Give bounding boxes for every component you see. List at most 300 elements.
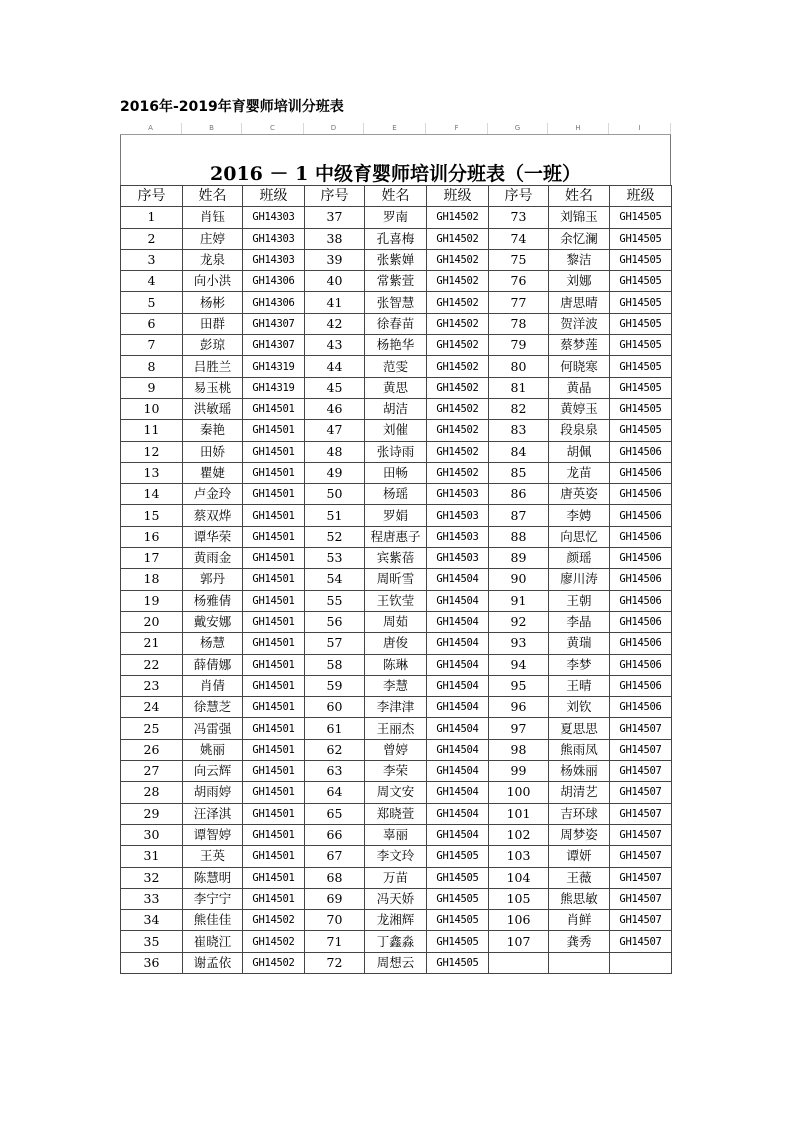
table-row: [121, 867, 672, 888]
name-cell: 吉环球: [549, 803, 610, 824]
column-letter: C: [242, 123, 304, 134]
serial-cell: 50: [305, 484, 365, 505]
name-cell: 向云辉: [183, 761, 243, 782]
name-cell: 余忆澜: [549, 228, 610, 249]
class-cell: GH14504: [427, 718, 489, 739]
class-cell: GH14303: [243, 207, 305, 228]
class-cell: GH14504: [427, 569, 489, 590]
serial-cell: 28: [121, 782, 183, 803]
class-cell: GH14504: [427, 761, 489, 782]
table-row: [121, 207, 672, 228]
serial-cell: 58: [305, 654, 365, 675]
class-cell: GH14505: [610, 377, 672, 398]
class-cell: GH14501: [243, 718, 305, 739]
name-cell: 王薇: [549, 867, 610, 888]
serial-cell: 6: [121, 313, 183, 334]
class-cell: GH14501: [243, 739, 305, 760]
name-cell: 刘锦玉: [549, 207, 610, 228]
serial-cell: 10: [121, 398, 183, 419]
serial-cell: 29: [121, 803, 183, 824]
class-cell: GH14501: [243, 803, 305, 824]
class-cell: GH14303: [243, 249, 305, 270]
table-row: [121, 803, 672, 824]
name-cell: 薛倩娜: [183, 654, 243, 675]
document-heading: 2016年-2019年育婴师培训分班表: [120, 99, 344, 115]
table-row: [121, 846, 672, 867]
class-cell: GH14505: [610, 420, 672, 441]
serial-cell: 25: [121, 718, 183, 739]
serial-cell: 31: [121, 846, 183, 867]
name-cell: 王朝: [549, 590, 610, 611]
name-cell: 常紫萱: [365, 271, 427, 292]
serial-cell: 32: [121, 867, 183, 888]
class-cell: GH14303: [243, 228, 305, 249]
column-header: 序号: [489, 186, 549, 207]
column-letter: H: [548, 123, 609, 134]
name-cell: 瞿婕: [183, 462, 243, 483]
class-cell: GH14503: [427, 548, 489, 569]
table-row: [121, 377, 672, 398]
name-cell: 彭琼: [183, 335, 243, 356]
serial-cell: 16: [121, 526, 183, 547]
name-cell: 田畅: [365, 462, 427, 483]
serial-cell: 12: [121, 441, 183, 462]
serial-cell: 84: [489, 441, 549, 462]
class-cell: GH14504: [427, 782, 489, 803]
table-row: [121, 292, 672, 313]
serial-cell: 54: [305, 569, 365, 590]
name-cell: 向小洪: [183, 271, 243, 292]
name-cell: 谢孟依: [183, 952, 243, 973]
name-cell: 颜瑶: [549, 548, 610, 569]
name-cell: 龚秀: [549, 931, 610, 952]
class-cell: GH14507: [610, 803, 672, 824]
column-header: 序号: [121, 186, 183, 207]
serial-cell: 4: [121, 271, 183, 292]
name-cell: 肖鲜: [549, 910, 610, 931]
table-row: [121, 611, 672, 632]
class-cell: GH14502: [243, 952, 305, 973]
serial-cell: 13: [121, 462, 183, 483]
serial-cell: 89: [489, 548, 549, 569]
name-cell: 谭妍: [549, 846, 610, 867]
name-cell: 张紫婵: [365, 249, 427, 270]
serial-cell: 9: [121, 377, 183, 398]
class-cell: GH14507: [610, 782, 672, 803]
serial-cell: 19: [121, 590, 183, 611]
class-cell: GH14502: [427, 292, 489, 313]
name-cell: 胡清艺: [549, 782, 610, 803]
class-cell: GH14505: [610, 271, 672, 292]
column-header: 姓名: [183, 186, 243, 207]
serial-cell: 49: [305, 462, 365, 483]
table-row: [121, 739, 672, 760]
class-cell: GH14501: [243, 398, 305, 419]
serial-cell: 105: [489, 888, 549, 909]
column-letter-bar: [120, 123, 671, 135]
serial-cell: 47: [305, 420, 365, 441]
class-cell: GH14506: [610, 654, 672, 675]
class-cell: GH14502: [427, 398, 489, 419]
name-cell: 张诗雨: [365, 441, 427, 462]
name-cell: 李娉: [549, 505, 610, 526]
name-cell: 熊佳佳: [183, 910, 243, 931]
name-cell: 王英: [183, 846, 243, 867]
table-header-row: [121, 186, 672, 207]
name-cell: 孔喜梅: [365, 228, 427, 249]
name-cell: 曾婷: [365, 739, 427, 760]
table-row: [121, 590, 672, 611]
class-roster-table: [120, 185, 672, 974]
name-cell: 肖倩: [183, 675, 243, 696]
serial-cell: 86: [489, 484, 549, 505]
name-cell: 罗娟: [365, 505, 427, 526]
class-cell: GH14505: [427, 910, 489, 931]
serial-cell: 27: [121, 761, 183, 782]
class-cell: GH14507: [610, 867, 672, 888]
class-cell: GH14506: [610, 484, 672, 505]
class-cell: GH14501: [243, 420, 305, 441]
table-row: [121, 249, 672, 270]
name-cell: 李慧: [365, 675, 427, 696]
table-row: [121, 697, 672, 718]
name-cell: 徐慧芝: [183, 697, 243, 718]
serial-cell: 97: [489, 718, 549, 739]
serial-cell: 80: [489, 356, 549, 377]
name-cell: 张智慧: [365, 292, 427, 313]
serial-cell: 98: [489, 739, 549, 760]
column-header: 班级: [610, 186, 672, 207]
class-cell: GH14506: [610, 633, 672, 654]
name-cell: 崔晓江: [183, 931, 243, 952]
serial-cell: 75: [489, 249, 549, 270]
serial-cell: 40: [305, 271, 365, 292]
class-cell: GH14506: [610, 611, 672, 632]
name-cell: 夏思思: [549, 718, 610, 739]
name-cell: 姚丽: [183, 739, 243, 760]
serial-cell: 30: [121, 824, 183, 845]
table-row: [121, 910, 672, 931]
class-cell: GH14502: [427, 207, 489, 228]
name-cell: 肖钰: [183, 207, 243, 228]
class-cell: GH14502: [427, 356, 489, 377]
class-cell: GH14506: [610, 505, 672, 526]
serial-cell: 88: [489, 526, 549, 547]
name-cell: 陈慧明: [183, 867, 243, 888]
table-row: [121, 441, 672, 462]
table-title: 2016 － 1 中级育婴师培训分班表（一班）: [210, 163, 581, 185]
name-cell: 刘催: [365, 420, 427, 441]
serial-cell: 104: [489, 867, 549, 888]
class-cell: GH14504: [427, 654, 489, 675]
serial-cell: 15: [121, 505, 183, 526]
table-row: [121, 228, 672, 249]
class-cell: GH14501: [243, 697, 305, 718]
table-row: [121, 931, 672, 952]
class-cell: GH14507: [610, 824, 672, 845]
serial-cell: 11: [121, 420, 183, 441]
column-letter: A: [120, 123, 182, 134]
table-title-band: [120, 135, 671, 185]
class-cell: GH14502: [427, 313, 489, 334]
serial-cell: 92: [489, 611, 549, 632]
spreadsheet-image: [120, 123, 671, 974]
serial-cell: 67: [305, 846, 365, 867]
class-cell: GH14506: [610, 441, 672, 462]
name-cell: 洪敏瑶: [183, 398, 243, 419]
name-cell: 周茹: [365, 611, 427, 632]
name-cell: 李晶: [549, 611, 610, 632]
class-cell: GH14501: [243, 654, 305, 675]
class-cell: GH14505: [427, 952, 489, 973]
class-cell: GH14507: [610, 718, 672, 739]
class-cell: GH14501: [243, 675, 305, 696]
serial-cell: 24: [121, 697, 183, 718]
class-cell: GH14505: [610, 228, 672, 249]
serial-cell: 41: [305, 292, 365, 313]
serial-cell: 55: [305, 590, 365, 611]
serial-cell: 102: [489, 824, 549, 845]
class-cell: GH14306: [243, 271, 305, 292]
serial-cell: 20: [121, 611, 183, 632]
name-cell: 段泉泉: [549, 420, 610, 441]
serial-cell: 48: [305, 441, 365, 462]
class-cell: GH14505: [610, 249, 672, 270]
name-cell: 杨雅倩: [183, 590, 243, 611]
table-row: [121, 505, 672, 526]
class-cell: GH14307: [243, 313, 305, 334]
column-header: 班级: [243, 186, 305, 207]
name-cell: 杨慧: [183, 633, 243, 654]
class-cell: GH14501: [243, 526, 305, 547]
class-cell: GH14506: [610, 548, 672, 569]
serial-cell: 73: [489, 207, 549, 228]
name-cell: 周想云: [365, 952, 427, 973]
class-cell: GH14505: [427, 846, 489, 867]
name-cell: 刘钦: [549, 697, 610, 718]
serial-cell: 71: [305, 931, 365, 952]
serial-cell: 43: [305, 335, 365, 356]
class-cell: GH14506: [610, 590, 672, 611]
serial-cell: 69: [305, 888, 365, 909]
name-cell: 熊思敏: [549, 888, 610, 909]
name-cell: 唐俊: [365, 633, 427, 654]
class-cell: GH14505: [610, 335, 672, 356]
name-cell: 郭丹: [183, 569, 243, 590]
name-cell: 蔡梦莲: [549, 335, 610, 356]
class-cell: GH14501: [243, 569, 305, 590]
name-cell: 汪泽淇: [183, 803, 243, 824]
class-cell: GH14501: [243, 888, 305, 909]
serial-cell: 106: [489, 910, 549, 931]
column-header: 姓名: [549, 186, 610, 207]
class-cell: GH14501: [243, 761, 305, 782]
name-cell: 向思忆: [549, 526, 610, 547]
table-row: [121, 718, 672, 739]
name-cell: 周梦姿: [549, 824, 610, 845]
class-cell: GH14505: [427, 931, 489, 952]
serial-cell: 52: [305, 526, 365, 547]
serial-cell: 66: [305, 824, 365, 845]
class-cell: GH14319: [243, 356, 305, 377]
serial-cell: 7: [121, 335, 183, 356]
class-cell: GH14501: [243, 484, 305, 505]
name-cell: 谭华荣: [183, 526, 243, 547]
serial-cell: 68: [305, 867, 365, 888]
class-cell: GH14505: [427, 888, 489, 909]
class-cell: GH14501: [243, 633, 305, 654]
serial-cell: 70: [305, 910, 365, 931]
class-cell: GH14501: [243, 462, 305, 483]
column-header: 姓名: [365, 186, 427, 207]
class-cell: GH14506: [610, 462, 672, 483]
class-cell: GH14504: [427, 590, 489, 611]
class-cell: GH14503: [427, 505, 489, 526]
serial-cell: 103: [489, 846, 549, 867]
name-cell: 唐英姿: [549, 484, 610, 505]
name-cell: 罗南: [365, 207, 427, 228]
class-cell: GH14501: [243, 505, 305, 526]
class-cell: GH14502: [427, 462, 489, 483]
column-letter: F: [426, 123, 488, 134]
table-row: [121, 462, 672, 483]
serial-cell: 23: [121, 675, 183, 696]
name-cell: 刘娜: [549, 271, 610, 292]
table-row: [121, 952, 672, 973]
name-cell: 胡洁: [365, 398, 427, 419]
table-row: [121, 271, 672, 292]
class-cell: GH14503: [427, 484, 489, 505]
serial-cell: 107: [489, 931, 549, 952]
name-cell: 黄思: [365, 377, 427, 398]
serial-cell: 63: [305, 761, 365, 782]
class-cell: GH14505: [610, 356, 672, 377]
column-letter: I: [609, 123, 671, 134]
table-row: [121, 335, 672, 356]
class-cell: GH14505: [610, 292, 672, 313]
class-cell: GH14507: [610, 761, 672, 782]
class-cell: GH14504: [427, 697, 489, 718]
serial-cell: 72: [305, 952, 365, 973]
name-cell: 杨瑶: [365, 484, 427, 505]
name-cell: 陈琳: [365, 654, 427, 675]
name-cell: 龙苗: [549, 462, 610, 483]
name-cell: [549, 952, 610, 973]
name-cell: 戴安娜: [183, 611, 243, 632]
class-cell: GH14501: [243, 867, 305, 888]
class-cell: GH14506: [610, 569, 672, 590]
class-cell: GH14502: [427, 228, 489, 249]
class-cell: GH14502: [243, 910, 305, 931]
class-cell: GH14507: [610, 931, 672, 952]
name-cell: 唐思晴: [549, 292, 610, 313]
serial-cell: 3: [121, 249, 183, 270]
serial-cell: 18: [121, 569, 183, 590]
name-cell: 胡佩: [549, 441, 610, 462]
name-cell: 王钦莹: [365, 590, 427, 611]
table-row: [121, 548, 672, 569]
name-cell: 廖川涛: [549, 569, 610, 590]
table-row: [121, 356, 672, 377]
name-cell: 万苗: [365, 867, 427, 888]
class-cell: GH14504: [427, 739, 489, 760]
serial-cell: 78: [489, 313, 549, 334]
serial-cell: 17: [121, 548, 183, 569]
class-cell: GH14503: [427, 526, 489, 547]
name-cell: 秦艳: [183, 420, 243, 441]
serial-cell: 60: [305, 697, 365, 718]
name-cell: 徐春苗: [365, 313, 427, 334]
serial-cell: 46: [305, 398, 365, 419]
column-header: 班级: [427, 186, 489, 207]
name-cell: 周文安: [365, 782, 427, 803]
name-cell: 黄雨金: [183, 548, 243, 569]
name-cell: 吕胜兰: [183, 356, 243, 377]
serial-cell: 8: [121, 356, 183, 377]
table-row: [121, 675, 672, 696]
name-cell: 何晓寒: [549, 356, 610, 377]
class-cell: GH14506: [610, 526, 672, 547]
table-row: [121, 824, 672, 845]
column-header: 序号: [305, 186, 365, 207]
class-cell: GH14506: [610, 675, 672, 696]
table-row: [121, 654, 672, 675]
serial-cell: 51: [305, 505, 365, 526]
serial-cell: 64: [305, 782, 365, 803]
serial-cell: 37: [305, 207, 365, 228]
class-cell: GH14501: [243, 782, 305, 803]
serial-cell: 100: [489, 782, 549, 803]
class-cell: GH14505: [610, 398, 672, 419]
name-cell: 冯天娇: [365, 888, 427, 909]
serial-cell: 44: [305, 356, 365, 377]
class-cell: GH14502: [427, 377, 489, 398]
serial-cell: 59: [305, 675, 365, 696]
class-cell: [610, 952, 672, 973]
name-cell: 郑晓萱: [365, 803, 427, 824]
serial-cell: 99: [489, 761, 549, 782]
class-cell: GH14501: [243, 441, 305, 462]
serial-cell: 95: [489, 675, 549, 696]
name-cell: 周昕雪: [365, 569, 427, 590]
serial-cell: 61: [305, 718, 365, 739]
serial-cell: 90: [489, 569, 549, 590]
name-cell: 蔡双烨: [183, 505, 243, 526]
serial-cell: 36: [121, 952, 183, 973]
name-cell: 冯雷强: [183, 718, 243, 739]
name-cell: 王晴: [549, 675, 610, 696]
name-cell: 龙湘辉: [365, 910, 427, 931]
class-cell: GH14501: [243, 846, 305, 867]
name-cell: 杨彬: [183, 292, 243, 313]
table-row: [121, 782, 672, 803]
serial-cell: 83: [489, 420, 549, 441]
class-cell: GH14504: [427, 675, 489, 696]
name-cell: 杨艳华: [365, 335, 427, 356]
table-row: [121, 761, 672, 782]
table-row: [121, 888, 672, 909]
class-cell: GH14504: [427, 633, 489, 654]
class-cell: GH14307: [243, 335, 305, 356]
serial-cell: 35: [121, 931, 183, 952]
serial-cell: 101: [489, 803, 549, 824]
serial-cell: 5: [121, 292, 183, 313]
serial-cell: [489, 952, 549, 973]
serial-cell: 96: [489, 697, 549, 718]
table-row: [121, 313, 672, 334]
class-cell: GH14507: [610, 739, 672, 760]
name-cell: 程唐惠子: [365, 526, 427, 547]
